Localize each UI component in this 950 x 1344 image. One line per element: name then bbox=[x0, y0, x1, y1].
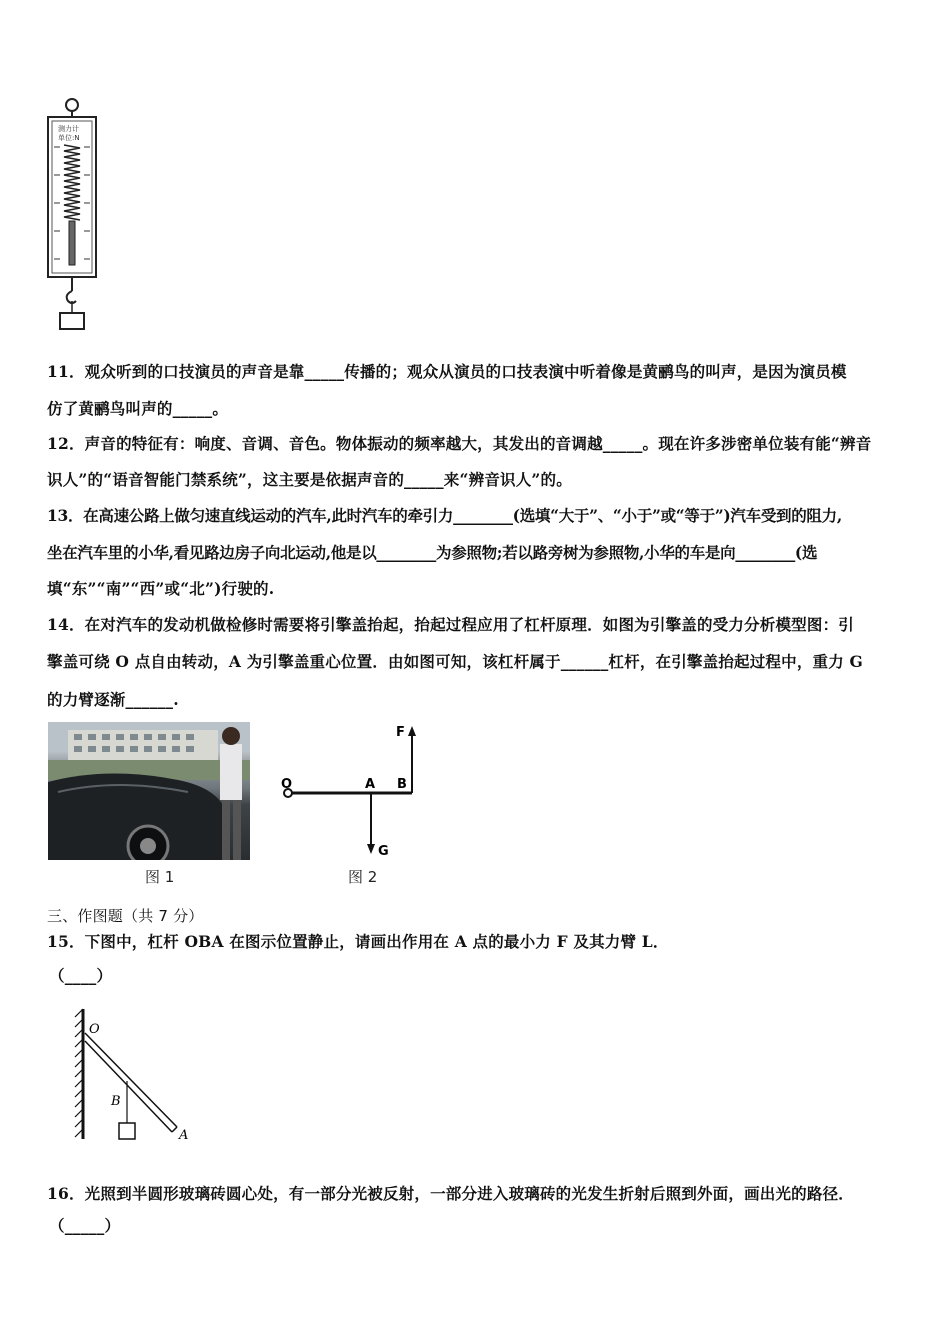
q13-line-3: 填“东”“南”“西”或“北”)行驶的. bbox=[47, 579, 275, 598]
figure-1-caption: 图 1 bbox=[145, 868, 175, 886]
q16-answer-blank: （_____） bbox=[49, 1216, 121, 1235]
fig2-label-o: O bbox=[281, 777, 293, 792]
spring-scale-figure bbox=[38, 95, 108, 335]
lever-label-o: O bbox=[89, 1022, 100, 1037]
fig2-label-b: B bbox=[397, 777, 407, 792]
q13-line-1: 13．在高速公路上做匀速直线运动的汽车,此时汽车的牵引力________(选填“大于”、“小于”或“等于”)汽车受到的阻力, bbox=[47, 506, 842, 525]
q15-answer-blank: （____） bbox=[49, 966, 113, 985]
car-hood-photo bbox=[48, 722, 250, 860]
svg-text:测力计: 测力计 bbox=[58, 125, 79, 133]
fig2-label-f: F bbox=[396, 725, 405, 740]
q16-line-1: 16．光照到半圆形玻璃砖圆心处，有一部分光被反射，一部分进入玻璃砖的光发生折射后照到外面，画出光的路径． bbox=[47, 1184, 854, 1203]
fig2-label-a: A bbox=[365, 777, 376, 792]
q12-line-1: 12．声音的特征有：响度、音调、音色。物体振动的频率越大，其发出的音调越_____。现在许多涉密单位装有能“辨音 bbox=[47, 434, 872, 453]
section-3-title: 三、作图题（共 7 分） bbox=[47, 907, 204, 925]
q14-line-2: 擎盖可绕 O 点自由转动，A 为引擎盖重心位置．由如图可知，该杠杆属于______杠杆，在引擎盖抬起过程中，重力 G bbox=[47, 652, 863, 671]
lever-label-b: B bbox=[111, 1094, 121, 1109]
figure-2-caption: 图 2 bbox=[348, 868, 378, 886]
q15-line-1: 15．下图中，杠杆 OBA 在图示位置静止，请画出作用在 A 点的最小力 F 及其力臂 L． bbox=[47, 932, 669, 951]
lever-label-a: A bbox=[179, 1128, 189, 1143]
fig2-label-g: G bbox=[378, 844, 389, 859]
q11-line-2: 仿了黄鹂鸟叫声的_____。 bbox=[47, 399, 229, 418]
svg-text:单位:N: 单位:N bbox=[58, 134, 80, 142]
lever-oba-diagram bbox=[65, 1005, 205, 1145]
q13-line-2: 坐在汽车里的小华,看见路边房子向北运动,他是以________为参照物;若以路旁树为参照物,小华的车是向________(选 bbox=[47, 543, 818, 562]
q12-line-2: 识人”的“语音智能门禁系统”，这主要是依据声音的_____来“辨音识人”的。 bbox=[47, 470, 572, 489]
q14-line-1: 14．在对汽车的发动机做检修时需要将引擎盖抬起，抬起过程应用了杠杆原理．如图为引擎盖的受力分析模型图：引 bbox=[47, 615, 854, 634]
q11-line-1: 11．观众听到的口技演员的声音是靠_____传播的；观众从演员的口技表演中听着像是黄鹂鸟的叫声，是因为演员模 bbox=[47, 362, 847, 381]
q14-line-3: 的力臂逐渐______. bbox=[47, 690, 179, 709]
lever-force-diagram bbox=[275, 718, 425, 863]
